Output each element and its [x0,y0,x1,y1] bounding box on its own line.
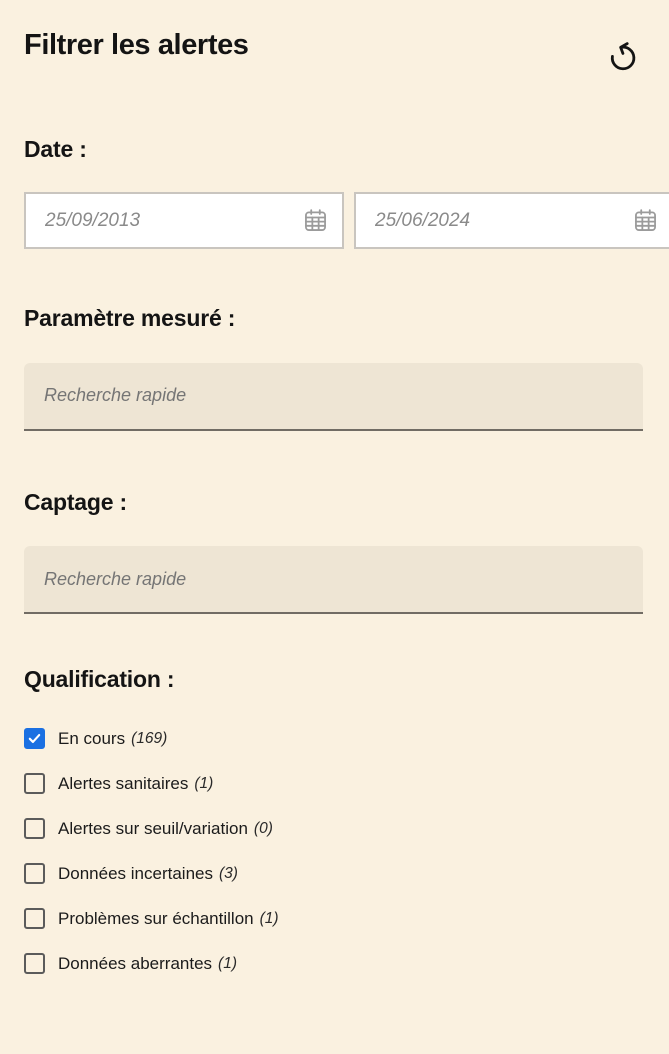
qualification-option-label: Alertes sanitaires [58,773,189,793]
date-from-field[interactable] [24,192,344,249]
qualification-option-row[interactable] [24,862,643,885]
qualification-option-label: En cours [58,728,126,748]
qualification-option-label: Données aberrantes [58,953,213,973]
checkbox[interactable] [24,863,45,884]
qualification-option-row[interactable] [24,727,643,750]
qualification-option-label: Alertes sur seuil/variation [58,818,248,838]
qualification-option-count: (0) [253,819,273,837]
checkbox[interactable] [24,728,45,749]
captage-search-field[interactable] [24,546,643,614]
date-range-row [24,192,643,249]
page-title: Filtrer les alertes [24,29,249,61]
qualification-option-count: (1) [259,909,279,927]
qualification-option-row[interactable] [24,952,643,975]
qualification-option-count: (1) [194,774,214,792]
qualification-option-count: (169) [131,729,168,747]
date-to-field[interactable] [354,192,669,249]
date-from-input[interactable] [43,209,294,233]
parameter-search-input[interactable] [42,384,625,407]
date-to-input[interactable] [373,209,624,233]
qualification-option-count: (3) [218,864,238,882]
checkbox[interactable] [24,773,45,794]
calendar-icon[interactable] [632,207,659,234]
qualification-option-label: Problèmes sur échantillon [58,908,254,928]
qualification-option-row[interactable] [24,817,643,840]
parameter-search-field[interactable] [24,363,643,431]
calendar-icon[interactable] [302,207,329,234]
qualification-section-heading: Qualification : [24,666,175,693]
captage-section-heading: Captage : [24,488,127,515]
parameter-section-heading: Paramètre mesuré : [24,305,236,332]
qualification-option-count: (1) [218,954,237,972]
qualification-option-row[interactable] [24,772,643,795]
checkbox[interactable] [24,818,45,839]
checkbox[interactable] [24,908,45,929]
captage-search-input[interactable] [42,568,625,591]
date-section-heading: Date : [24,136,87,162]
reset-filters-button[interactable] [601,36,641,76]
qualification-option-label: Données incertaines [58,863,213,883]
filter-panel [0,30,669,975]
undo-arrow-icon [603,38,639,74]
panel-header [24,30,643,76]
checkbox[interactable] [24,953,45,974]
qualification-option-row[interactable] [24,907,643,930]
qualification-options [24,727,643,975]
